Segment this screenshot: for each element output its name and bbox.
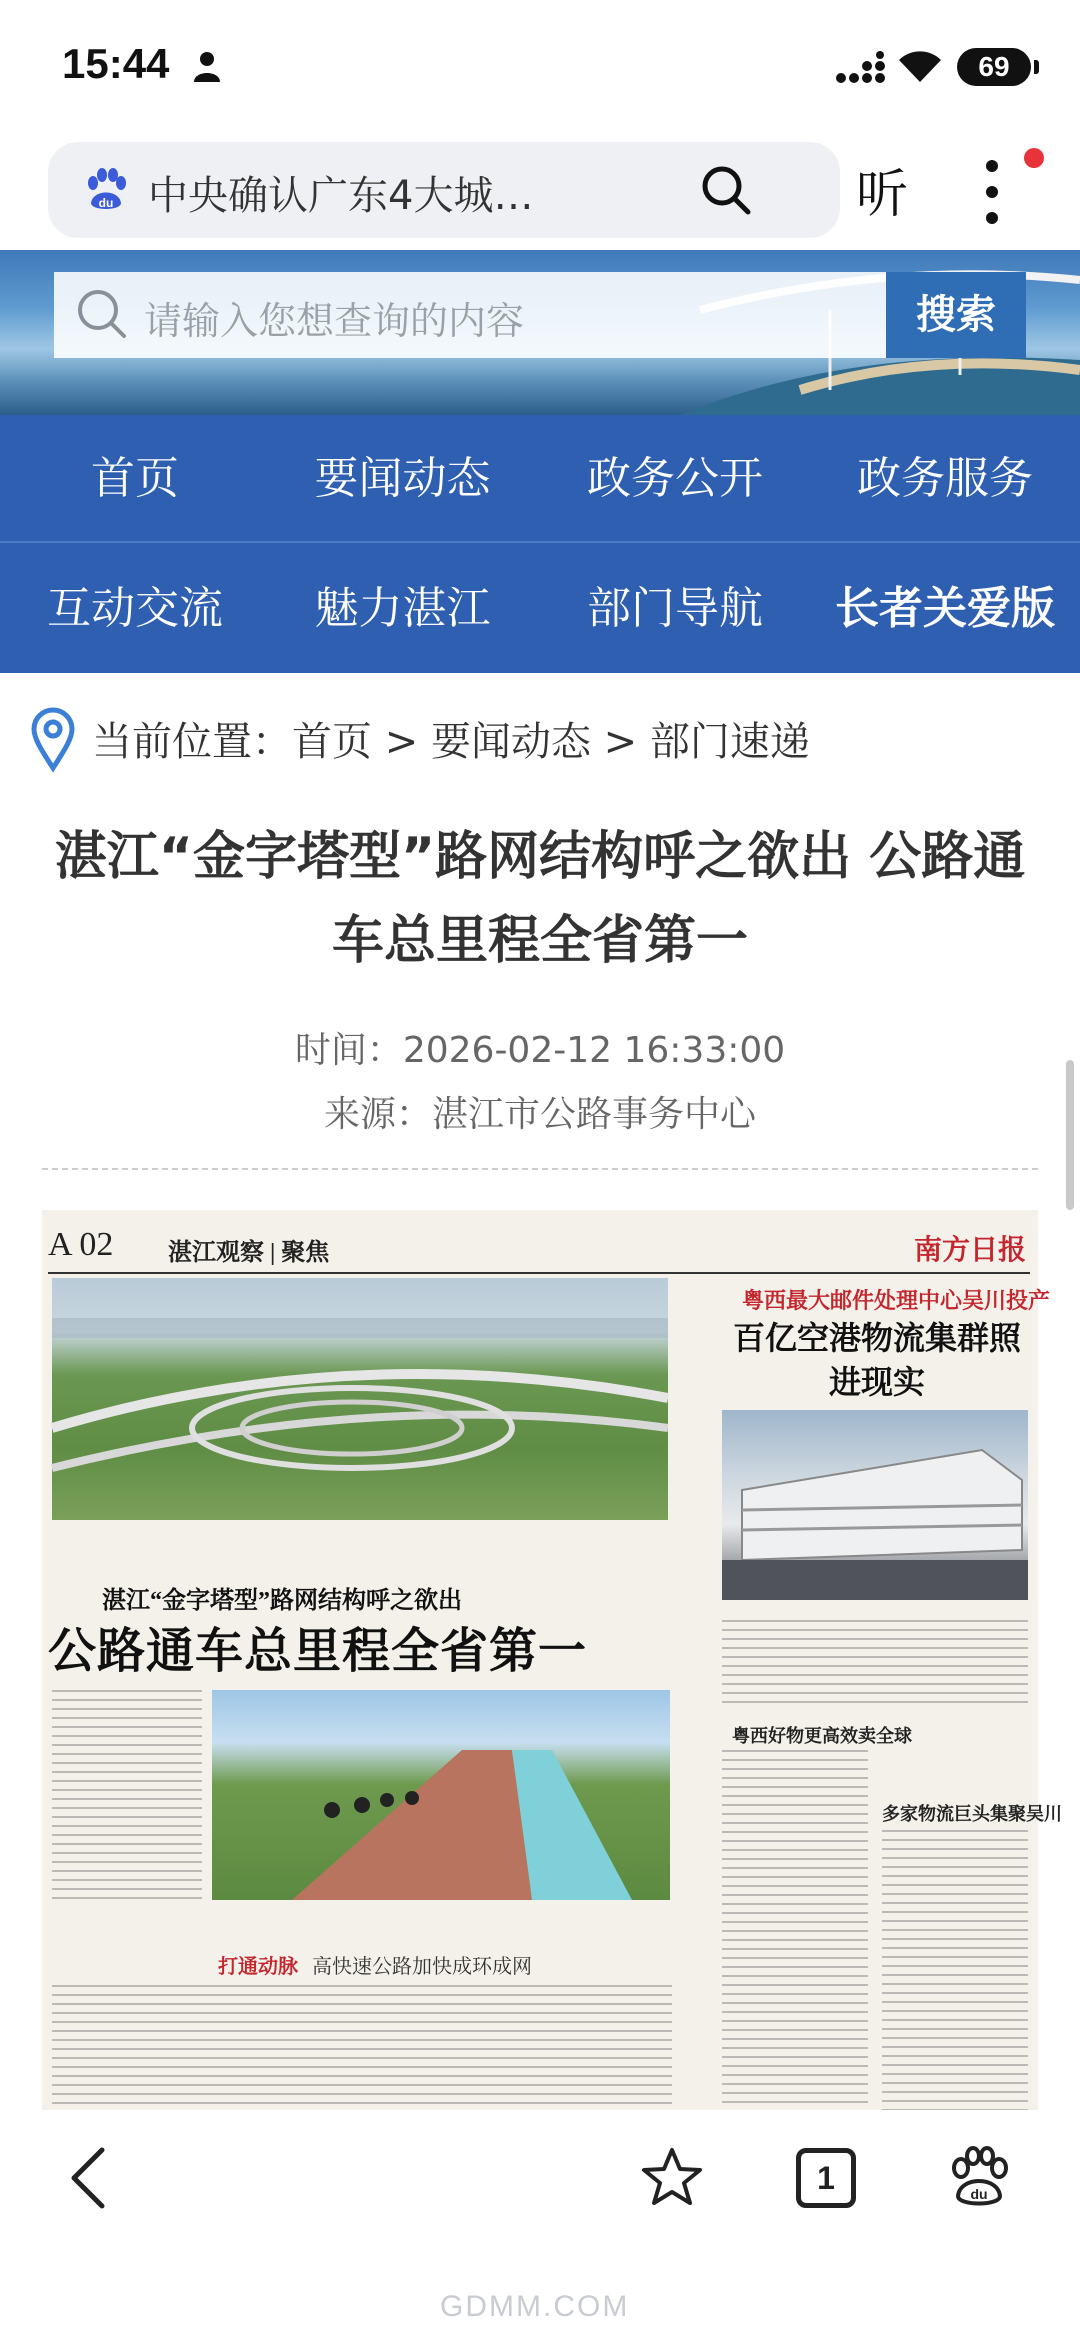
paper-masthead: 南方日报 xyxy=(913,1235,1026,1266)
nav-item-charm-zhanjiang[interactable]: 魅力湛江 xyxy=(314,583,491,634)
paper-text-block xyxy=(52,1985,672,2125)
address-bar[interactable] xyxy=(48,142,840,238)
scroll-indicator[interactable] xyxy=(1066,1060,1074,1210)
site-search-button[interactable]: 搜索 xyxy=(886,272,1026,358)
nav-item-public-affairs[interactable]: 政务公开 xyxy=(587,453,763,504)
warehouse-drawing xyxy=(722,1410,1028,1600)
status-bar xyxy=(0,0,1080,135)
article-title: 湛江“金字塔型”路网结构呼之欲出 公路通车总里程全省第一 xyxy=(54,827,1026,971)
paper-section-heading-text: 高快速公路加快成环成网 xyxy=(312,1954,532,1978)
paper-rule xyxy=(48,1272,1030,1274)
breadcrumb xyxy=(30,700,1050,770)
article-time: 时间：2026-02-12 16:33:00 xyxy=(294,1030,786,1071)
nav-item-elderly-version[interactable]: 长者关爱版 xyxy=(835,583,1055,634)
breadcrumb-text xyxy=(92,710,810,767)
svg-text:du: du xyxy=(98,196,114,210)
paper-right-kicker: 粤西最大邮件处理中心吴川投产 xyxy=(742,1289,1051,1314)
paper-text-column xyxy=(52,1690,202,1900)
header-divider xyxy=(42,1168,1038,1170)
interchange-aerial-photo xyxy=(52,1278,668,1520)
paper-right-sub2: 多家物流巨头集聚吴川 xyxy=(882,1804,1062,1825)
paper-section-heading xyxy=(218,1950,532,1979)
interchange-drawing xyxy=(52,1278,668,1520)
site-search-input[interactable]: 请输入您想查询的内容 xyxy=(144,299,525,343)
back-arrow-icon[interactable] xyxy=(66,2146,110,2210)
battery-indicator: 69 xyxy=(957,48,1031,86)
running-road-drawing xyxy=(212,1690,670,1900)
browser-bottom-toolbar xyxy=(0,2110,1080,2250)
nav-item-services[interactable]: 政务服务 xyxy=(857,453,1033,504)
newspaper-page-image[interactable] xyxy=(42,1210,1062,2130)
paper-section-tag: 打通动脉 xyxy=(218,1954,298,1978)
nav-row-1 xyxy=(0,415,1080,543)
magnifier-icon xyxy=(74,286,130,342)
nav-row-2 xyxy=(0,545,1080,673)
paper-right-text-2 xyxy=(722,1750,868,2130)
paper-right-text-1 xyxy=(722,1620,1028,1710)
paper-section-name: 湛江观察 | 聚焦 xyxy=(168,1240,330,1266)
breadcrumb-path[interactable]: 首页 > 要闻动态 > 部门速递 xyxy=(292,719,810,765)
notification-dot xyxy=(1024,148,1044,168)
bookmark-star-icon[interactable] xyxy=(640,2146,704,2208)
paper-headline: 公路通车总里程全省第一 xyxy=(48,1625,588,1678)
paper-page-number: A 02 xyxy=(48,1226,114,1263)
paper-subhead: 湛江“金字塔型”路网结构呼之欲出 xyxy=(102,1588,462,1614)
search-icon[interactable] xyxy=(700,164,752,216)
baidu-home-icon[interactable] xyxy=(948,2146,1010,2208)
running-road-photo xyxy=(212,1690,670,1900)
paper-right-sub1: 粤西好物更高效卖全球 xyxy=(732,1726,912,1747)
warehouse-photo xyxy=(722,1410,1028,1600)
nav-item-home[interactable]: 首页 xyxy=(91,453,179,504)
listen-button[interactable]: 听 xyxy=(856,165,909,225)
svg-text:du: du xyxy=(970,2186,988,2202)
tabs-count-button[interactable]: 1 xyxy=(796,2148,856,2208)
status-time: 15:44 xyxy=(62,40,170,87)
breadcrumb-prefix: 当前位置： xyxy=(92,719,292,765)
paper-right-text-3 xyxy=(882,1830,1028,2130)
paper-right-headline: 百亿空港物流集群照进现实 xyxy=(732,1320,1021,1400)
more-options-icon[interactable] xyxy=(980,158,1004,226)
main-navigation xyxy=(0,415,1080,673)
baidu-paw-icon xyxy=(83,167,129,213)
signal-icon xyxy=(835,52,887,84)
watermark: GDMM.COM xyxy=(440,2290,630,2323)
site-search-box[interactable] xyxy=(54,272,886,358)
article-source: 来源：湛江市公路事务中心 xyxy=(323,1094,756,1135)
address-text[interactable]: 中央确认广东4大城… xyxy=(148,173,534,219)
person-icon xyxy=(192,50,222,82)
nav-item-news[interactable]: 要闻动态 xyxy=(314,453,491,504)
nav-item-interaction[interactable]: 互动交流 xyxy=(47,583,223,634)
nav-item-department-nav[interactable]: 部门导航 xyxy=(587,583,763,634)
location-pin-icon xyxy=(30,708,76,770)
wifi-icon xyxy=(897,48,943,84)
